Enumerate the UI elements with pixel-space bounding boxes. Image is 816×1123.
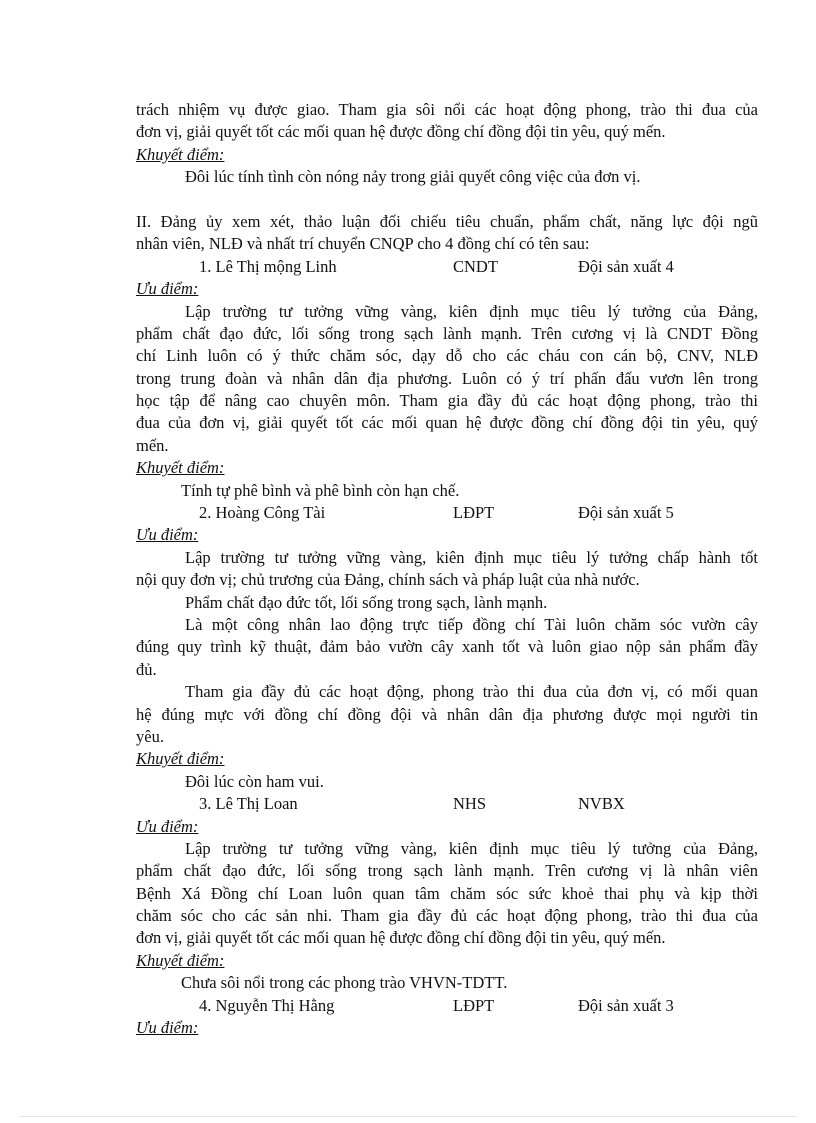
strength-line: đơn vị, giải quyết tốt các mối quan hệ được đồng chí đồng đội tin yêu, quý mến. — [136, 928, 666, 948]
person-unit: NVBX — [578, 794, 625, 814]
strength-line: đua của đơn vị, giải quyết tốt các mối quan hệ được đồng chí đồng đội tin yêu, quý — [136, 413, 758, 433]
weakness-text: Đôi lúc còn ham vui. — [185, 771, 324, 791]
strength-line: hệ đúng mực với đồng chí đồng đội và nhân dân địa phương được mọi người tin — [136, 704, 758, 724]
strength-line: mến. — [136, 435, 169, 455]
intro-line: đơn vị, giải quyết tốt các mối quan hệ được đồng chí đồng đội tin yêu, quý mến. — [136, 122, 666, 142]
strength-line: chăm sóc cho các sản nhi. Tham gia đầy đủ các hoạt động phong, trào thi đua của — [136, 906, 758, 926]
weakness-label: Khuyết điểm: — [136, 950, 225, 970]
strength-line: đúng quy trình kỹ thuật, đảm bảo vườn cây xanh tốt và luôn giao nộp sản phẩm đầy — [136, 637, 758, 657]
strength-line: Lập trường tư tưởng vững vàng, kiên định mục tiêu lý tưởng của Đảng, — [185, 838, 758, 858]
strength-line: yêu. — [136, 726, 164, 746]
person-header — [136, 256, 758, 278]
strength-line: Là một công nhân lao động trực tiếp đồng chí Tài luôn chăm sóc vườn cây — [185, 614, 758, 634]
strength-label: Ưu điểm: — [136, 816, 199, 836]
weakness-label: Khuyết điểm: — [136, 749, 225, 769]
strength-line: phẩm chất đạo đức, lối sống trong sạch lành mạnh. Trên cương vị là nhân viên — [136, 861, 758, 881]
document-body — [136, 99, 758, 1039]
strength-line: Bệnh Xá Đồng chí Loan luôn quan tâm chăm sóc sức khoẻ thai phụ và kịp thời — [136, 883, 758, 903]
page-bottom-rule — [20, 1116, 796, 1117]
strength-line: nội quy đơn vị; chủ trương của Đảng, chính sách và pháp luật của nhà nước. — [136, 570, 640, 590]
person-header — [136, 502, 758, 524]
person-name: 4. Nguyễn Thị Hằng — [199, 995, 335, 1015]
weakness-label: Khuyết điểm: — [136, 144, 225, 164]
person-name: 2. Hoàng Công Tài — [199, 503, 326, 523]
strength-line: đủ. — [136, 659, 157, 679]
strength-label: Ưu điểm: — [136, 279, 199, 299]
strength-line: học tập để nâng cao chuyên môn. Tham gia đầy đủ các hoạt động phong, trào thi — [136, 391, 758, 411]
strength-label: Ưu điểm: — [136, 1018, 199, 1038]
person-role: CNDT — [453, 256, 498, 276]
section-2-text: nhân viên, NLĐ và nhất trí chuyển CNQP cho 4 đồng chí có tên sau: — [136, 234, 590, 254]
strength-line: Tham gia đầy đủ các hoạt động, phong trào thi đua của đơn vị, có mối quan — [185, 682, 758, 702]
strength-label: Ưu điểm: — [136, 525, 199, 545]
person-role: NHS — [453, 794, 487, 814]
person-name: 3. Lê Thị Loan — [199, 794, 298, 814]
strength-line: Lập trường tư tưởng vững vàng, kiên định mục tiêu lý tưởng chấp hành tốt — [185, 547, 758, 567]
intro-line: trách nhiệm vụ được giao. Tham gia sôi nổi các hoạt động phong, trào thi đua của — [136, 100, 758, 119]
weakness-text: Tính tự phê bình và phê bình còn hạn chế. — [181, 480, 460, 500]
strength-line: trong trung đoàn và nhân dân địa phương. Luôn có ý trí phấn đấu vươn lên trong — [136, 368, 758, 388]
strength-line: Lập trường tư tưởng vững vàng, kiên định mục tiêu lý tưởng của Đảng, — [185, 301, 758, 321]
strength-line: phẩm chất đạo đức, lối sống trong sạch lành mạnh. Trên cương vị là CNDT Đồng — [136, 323, 758, 343]
weakness-text: Đôi lúc tính tình còn nóng nảy trong giải quyết công việc của đơn vị. — [185, 167, 641, 187]
weakness-label: Khuyết điểm: — [136, 458, 225, 478]
person-header — [136, 793, 758, 815]
person-header — [136, 995, 758, 1017]
strength-line: Phẩm chất đạo đức tốt, lối sống trong sạch, lành mạnh. — [185, 592, 548, 612]
person-unit: Đội sản xuất 4 — [578, 256, 674, 276]
person-role: LĐPT — [453, 503, 495, 523]
person-role: LĐPT — [453, 995, 495, 1015]
person-unit: Đội sản xuất 5 — [578, 503, 674, 523]
strength-line: chí Linh luôn có ý thức chăm sóc, dạy dỗ cho các cháu con cán bộ, CNV, NLĐ — [136, 346, 758, 366]
person-unit: Đội sản xuất 3 — [578, 995, 674, 1015]
weakness-text: Chưa sôi nổi trong các phong trào VHVN-TDTT. — [181, 973, 508, 993]
person-name: 1. Lê Thị mộng Linh — [199, 256, 337, 276]
section-2-text: II. Đảng ủy xem xét, thảo luận đối chiếu tiêu chuẩn, phẩm chất, năng lực đội ngũ — [136, 211, 758, 231]
